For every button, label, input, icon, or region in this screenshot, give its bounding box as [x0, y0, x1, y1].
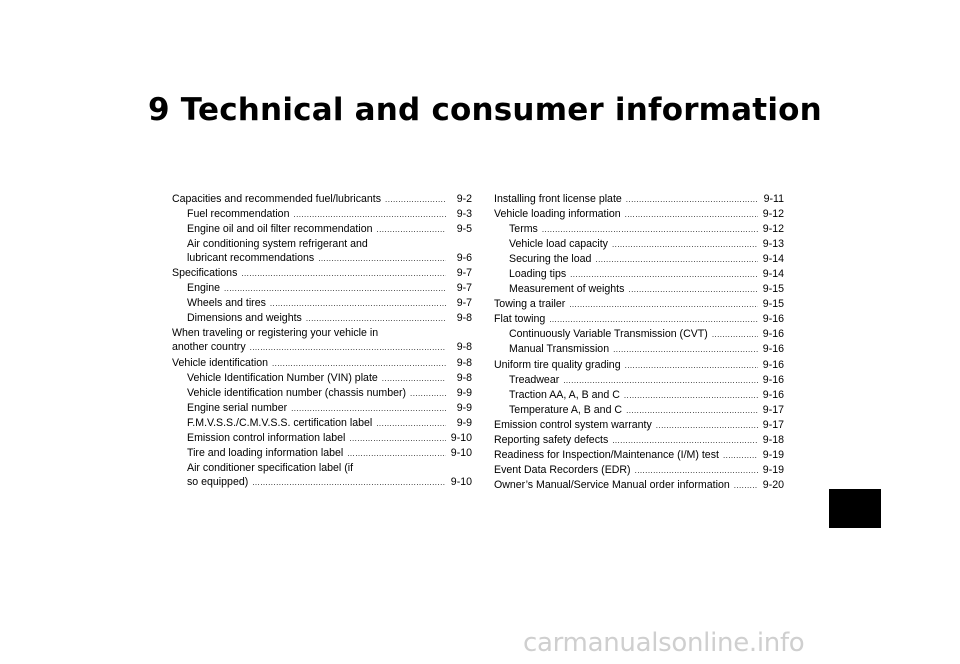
dot-leader: [612, 238, 758, 252]
toc-entry[interactable]: [494, 388, 784, 403]
toc-entry[interactable]: [172, 431, 472, 446]
toc-entry[interactable]: [494, 282, 784, 297]
dot-leader: [410, 387, 446, 401]
toc-entry-title: Measurement of weights: [509, 283, 625, 296]
toc-entry-title: Traction AA, A, B and C: [509, 388, 620, 401]
toc-entry-page: 9-10: [450, 431, 472, 444]
toc-entry-page: 9-11: [763, 193, 784, 205]
toc-entry-title: Reporting safety defects: [494, 433, 609, 446]
toc-entry-title: lubricant recommendations: [187, 252, 315, 265]
toc-entry-title: Installing front license plate: [494, 193, 622, 205]
toc-entry-page: 9-16: [762, 313, 784, 326]
dot-leader: [270, 297, 446, 311]
toc-entry[interactable]: [172, 446, 472, 461]
dot-leader: [734, 479, 758, 493]
toc-entry-title-line: When traveling or registering your vehicle in: [172, 327, 379, 340]
toc-entry-title: Emission control information label: [187, 431, 346, 444]
toc-entry[interactable]: [172, 237, 472, 266]
toc-right-column: [494, 192, 784, 493]
page-title: 9 Technical and consumer information: [148, 92, 822, 128]
toc-entry-page: 9-5: [456, 223, 472, 236]
dot-leader: [624, 389, 758, 403]
toc-entry-title: Vehicle loading information: [494, 208, 621, 221]
toc-entry[interactable]: [172, 266, 472, 281]
toc-entry-page: 9-3: [456, 208, 472, 221]
toc-entry-page: 9-6: [456, 252, 472, 265]
toc-entry[interactable]: [172, 371, 472, 386]
toc-entry-title: Vehicle load capacity: [509, 238, 608, 251]
toc-entry-title: Fuel recommendation: [187, 208, 290, 221]
toc-entry[interactable]: [494, 433, 784, 448]
dot-leader: [595, 253, 758, 267]
dot-leader: [291, 402, 446, 416]
dot-leader: [628, 283, 758, 297]
watermark: carmanualsonline.info: [523, 628, 805, 658]
toc-entry[interactable]: [494, 222, 784, 237]
toc-entry[interactable]: [494, 267, 784, 282]
toc-entry[interactable]: [172, 461, 472, 490]
toc-entry[interactable]: [494, 403, 784, 418]
dot-leader: [570, 268, 758, 282]
toc-entry[interactable]: [494, 327, 784, 342]
toc-entry[interactable]: [494, 207, 784, 222]
toc-left-column: [172, 192, 472, 490]
toc-entry-page: 9-20: [762, 478, 784, 491]
toc-entry-title: Vehicle identification number (chassis number): [187, 386, 407, 399]
toc-entry-page: 9-12: [762, 208, 784, 221]
toc-entry-title: Treadwear: [509, 373, 560, 386]
toc-entry[interactable]: [172, 401, 472, 416]
dot-leader: [224, 282, 446, 296]
toc-entry-title: Dimensions and weights: [187, 312, 302, 325]
dot-leader: [306, 312, 446, 326]
toc-entry-page: 9-9: [456, 401, 472, 414]
toc-entry-page: 9-7: [456, 297, 472, 310]
dot-leader: [612, 434, 758, 448]
toc-entry-page: 9-2: [456, 193, 472, 205]
toc-entry[interactable]: [172, 222, 472, 237]
toc-entry[interactable]: [494, 448, 784, 463]
dot-leader: [563, 374, 758, 388]
toc-entry-title: Uniform tire quality grading: [494, 358, 621, 371]
dot-leader: [252, 476, 446, 490]
toc-entry-page: 9-8: [456, 312, 472, 325]
toc-entry[interactable]: [172, 296, 472, 311]
toc-entry-title: Capacities and recommended fuel/lubricants: [172, 193, 382, 205]
toc-entry-page: 9-8: [456, 341, 472, 354]
toc-entry-title: Temperature A, B and C: [509, 403, 623, 416]
dot-leader: [272, 357, 446, 371]
toc-entry[interactable]: [494, 237, 784, 252]
toc-entry-page: 9-9: [456, 386, 472, 399]
toc-entry-title: Owner’s Manual/Service Manual order information: [494, 478, 730, 491]
toc-entry[interactable]: [172, 416, 472, 431]
toc-entry-page: 9-17: [762, 403, 784, 416]
header-band: [0, 0, 960, 160]
toc-entry-title: Engine: [187, 282, 220, 295]
toc-entry-page: 9-9: [456, 416, 472, 429]
toc-entry-page: 9-19: [762, 448, 784, 461]
dot-leader: [626, 193, 758, 207]
dot-leader: [625, 208, 758, 222]
dot-leader: [385, 193, 446, 207]
toc-entry-page: 9-14: [762, 268, 784, 281]
dot-leader: [542, 223, 758, 237]
dot-leader: [382, 372, 446, 386]
dot-leader: [376, 417, 446, 431]
toc-entry[interactable]: [494, 463, 784, 478]
toc-entry[interactable]: [494, 312, 784, 327]
toc-entry-page: 9-15: [762, 283, 784, 296]
dot-leader: [241, 267, 446, 281]
toc-entry-title: so equipped): [187, 475, 249, 488]
toc-entry[interactable]: [494, 252, 784, 267]
toc-entry-title: Flat towing: [494, 313, 546, 326]
toc-entry-page: 9-16: [762, 373, 784, 386]
toc-entry-title-line: Air conditioner specification label (if: [187, 461, 354, 474]
toc-entry-page: 9-19: [762, 463, 784, 476]
toc-entry-title: Securing the load: [509, 253, 592, 266]
toc-entry[interactable]: [494, 192, 784, 207]
toc-entry-page: 9-16: [762, 328, 784, 341]
toc-entry-page: 9-16: [762, 388, 784, 401]
dot-leader: [569, 298, 758, 312]
toc-entry-title: Vehicle identification: [172, 356, 268, 369]
toc-entry-title: F.M.V.S.S./C.M.V.S.S. certification label: [187, 416, 373, 429]
toc-entry-title: Towing a trailer: [494, 298, 566, 311]
toc-entry-page: 9-17: [762, 418, 784, 431]
toc-entry-title: Loading tips: [509, 268, 567, 281]
toc-entry-title: Emission control system warranty: [494, 418, 652, 431]
toc-entry-title: Wheels and tires: [187, 297, 266, 310]
dot-leader: [549, 313, 758, 327]
dot-leader: [347, 447, 446, 461]
dot-leader: [318, 252, 446, 266]
toc-entry-title: Event Data Recorders (EDR): [494, 463, 631, 476]
toc-entry[interactable]: [494, 418, 784, 433]
section-tab-marker: [829, 489, 881, 528]
dot-leader: [250, 341, 446, 355]
toc-entry-title: Continuously Variable Transmission (CVT): [509, 328, 708, 341]
toc-entry[interactable]: [172, 207, 472, 222]
toc-entry-title: another country: [172, 341, 246, 354]
toc-entry[interactable]: [172, 326, 472, 355]
toc-entry[interactable]: [494, 373, 784, 388]
dot-leader: [293, 208, 446, 222]
toc-entry-page: 9-7: [456, 267, 472, 280]
dot-leader: [626, 404, 758, 418]
toc-entry[interactable]: [172, 311, 472, 326]
dot-leader: [656, 419, 758, 433]
toc-entry-title: Tire and loading information label: [187, 446, 344, 459]
toc-entry[interactable]: [172, 386, 472, 401]
toc-entry-page: 9-10: [450, 475, 472, 488]
toc-entry-title: Engine serial number: [187, 401, 288, 414]
dot-leader: [625, 359, 758, 373]
toc-entry-page: 9-16: [762, 343, 784, 356]
toc-entry-title-line: Air conditioning system refrigerant and: [187, 238, 368, 251]
toc-entry[interactable]: [494, 358, 784, 373]
toc-entry-title: Specifications: [172, 267, 238, 280]
toc-entry-page: 9-8: [456, 371, 472, 384]
toc-entry[interactable]: [494, 297, 784, 312]
toc-entry-page: 9-7: [456, 282, 472, 295]
toc-entry-page: 9-15: [762, 298, 784, 311]
toc-entry[interactable]: [172, 356, 472, 371]
toc-entry-page: 9-8: [456, 356, 472, 369]
toc-entry-page: 9-18: [762, 433, 784, 446]
dot-leader: [635, 464, 758, 478]
dot-leader: [377, 223, 447, 237]
toc-entry-page: 9-14: [762, 253, 784, 266]
toc-entry-page: 9-12: [762, 223, 784, 236]
toc-entry-page: 9-10: [450, 446, 472, 459]
toc-entry[interactable]: [494, 342, 784, 357]
dot-leader: [349, 432, 446, 446]
toc-entry-title: Engine oil and oil filter recommendation: [187, 223, 373, 236]
toc-entry[interactable]: [172, 192, 472, 207]
toc-entry-page: 9-16: [762, 358, 784, 371]
toc-entry-title: Terms: [509, 223, 538, 236]
toc-entry[interactable]: [494, 478, 784, 493]
dot-leader: [712, 328, 758, 342]
toc-entry-title: Readiness for Inspection/Maintenance (I/M) test: [494, 448, 719, 461]
dot-leader: [723, 449, 758, 463]
toc-entry-page: 9-13: [762, 238, 784, 251]
dot-leader: [613, 343, 758, 357]
toc-entry-title: Vehicle Identification Number (VIN) plate: [187, 371, 378, 384]
toc-entry[interactable]: [172, 281, 472, 296]
toc-entry-title: Manual Transmission: [509, 343, 610, 356]
